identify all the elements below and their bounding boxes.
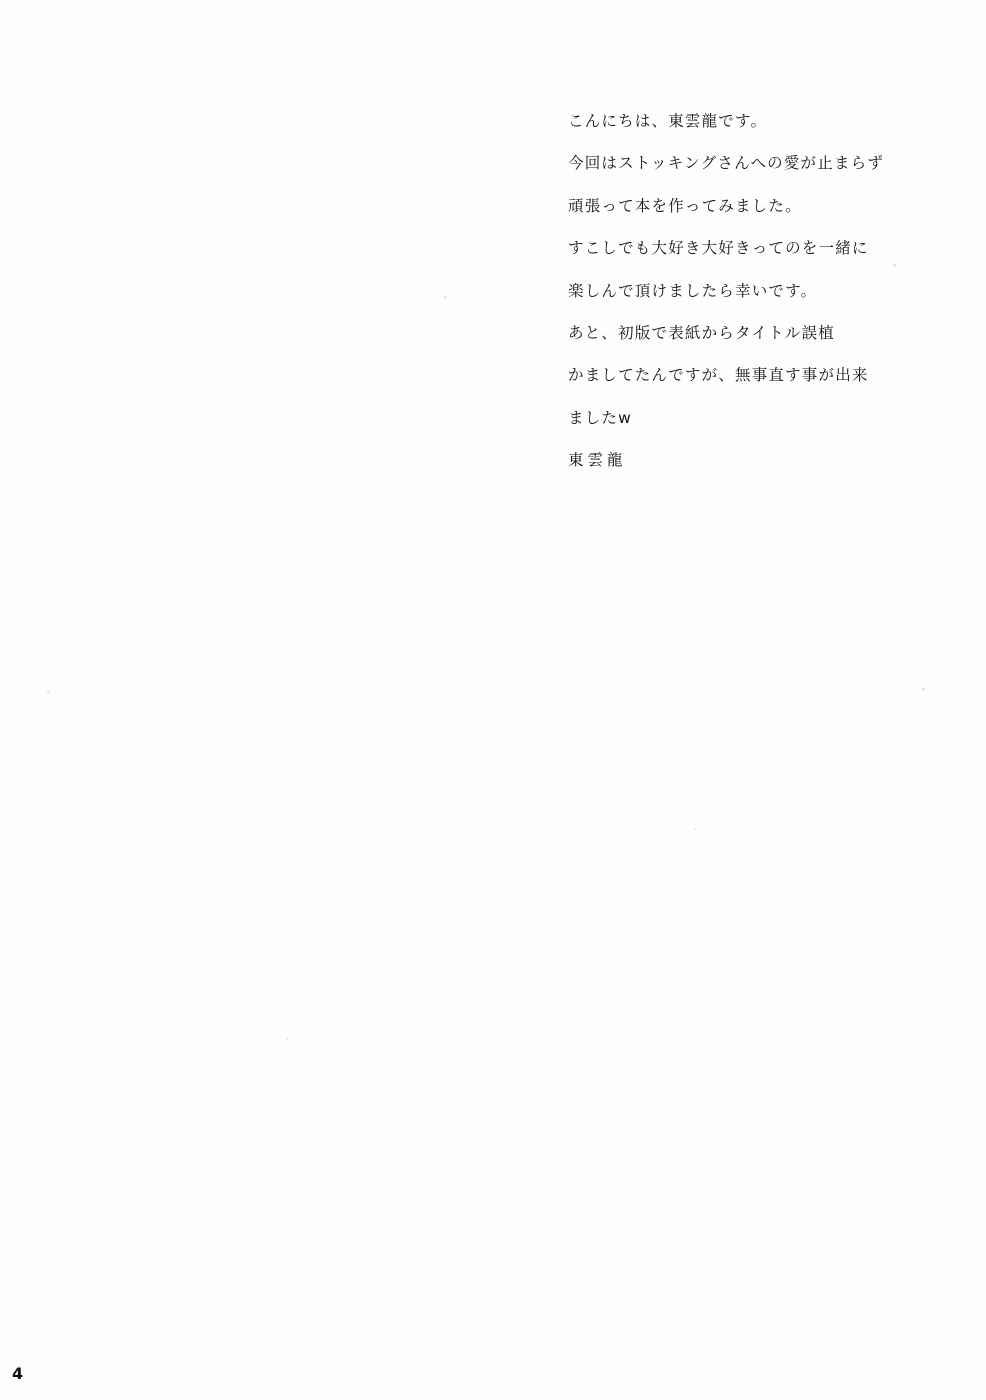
author-signature: 東雲龍 <box>568 451 627 469</box>
afterword-line: 頑張って本を作ってみました。 <box>568 196 802 215</box>
page-number: 4 <box>12 1364 24 1383</box>
afterword-line: 楽しんで頂けましたら幸いです。 <box>568 281 818 300</box>
afterword-line: 今回はストッキングさんへの愛が止まらず <box>568 154 885 173</box>
afterword-line: あと、初版で表紙からタイトル誤植 <box>568 323 835 342</box>
afterword-line: かましてたんですが、無事直す事が出来 <box>568 366 869 385</box>
afterword-line: すこしでも大好き大好きってのを一緒に <box>568 239 869 258</box>
afterword-text-block <box>568 112 928 493</box>
afterword-line: こんにちは、東雲龍です。 <box>568 112 768 130</box>
afterword-line: ましたw <box>568 408 632 427</box>
